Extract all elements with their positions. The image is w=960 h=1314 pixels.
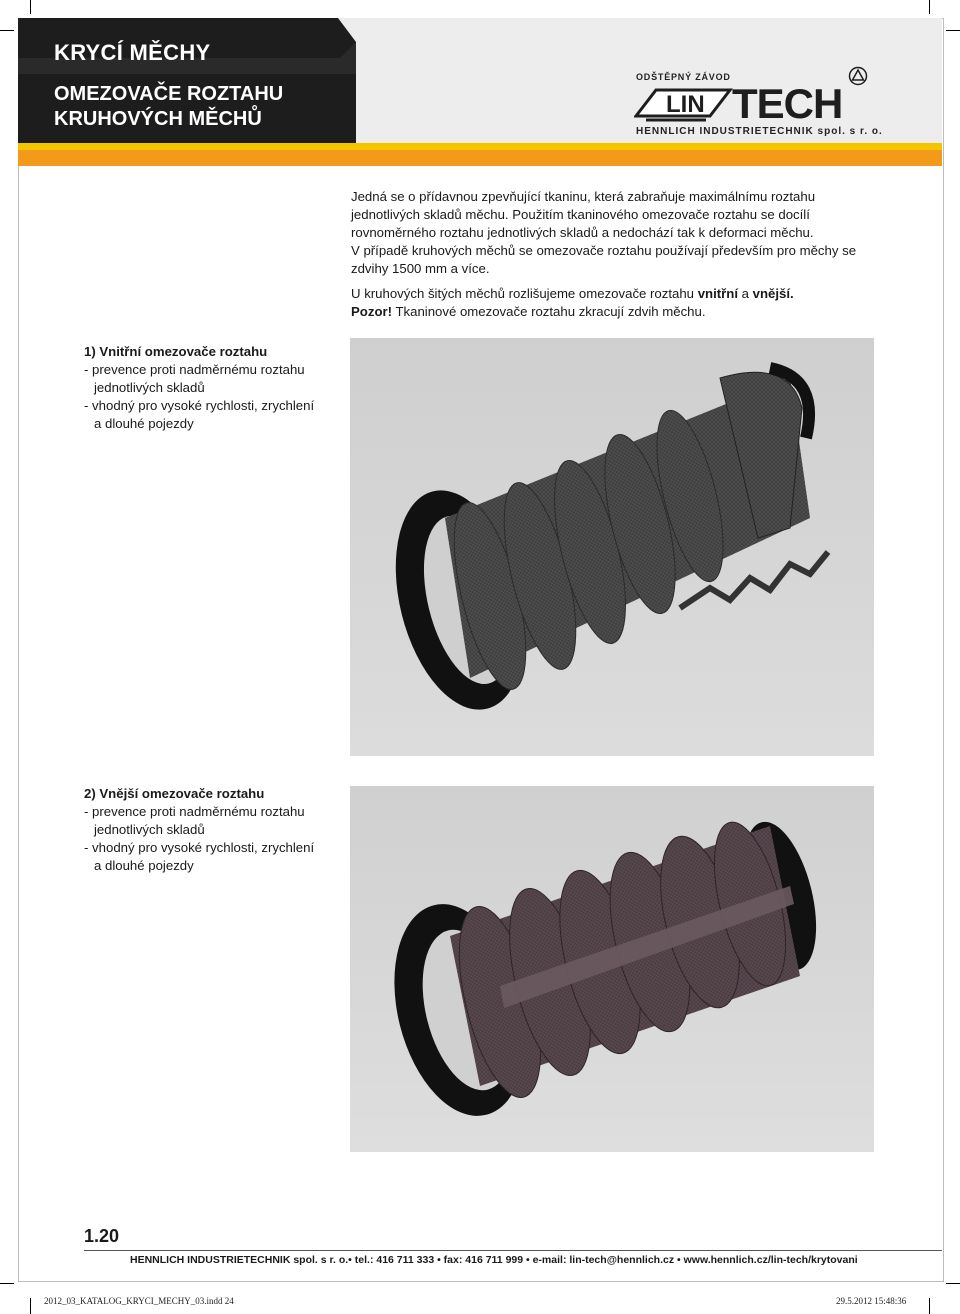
page-title: KRYCÍ MĚCHY	[54, 40, 211, 65]
note-and: a	[737, 286, 753, 301]
header-stripe-orange	[18, 150, 942, 166]
lin-tech-logo	[620, 66, 890, 140]
logo-tech-text: TECH	[732, 80, 843, 127]
logo-division: ODŠTĚPNÝ ZÁVOD	[636, 72, 731, 82]
crop-mark	[0, 30, 14, 31]
lin-logo-mark	[634, 86, 734, 122]
intro-paragraph	[351, 188, 911, 278]
print-slug-date: 29.5.2012 15:48:36	[836, 1296, 907, 1306]
crop-mark	[946, 1283, 960, 1284]
logo-company: HENNLICH INDUSTRIETECHNIK spol. s r. o.	[636, 126, 883, 137]
subtitle-line: KRUHOVÝCH MĚCHŮ	[54, 108, 262, 130]
section-item: - prevence proti nadměrnému roztahu	[84, 362, 305, 377]
bellows-illustration	[350, 338, 874, 756]
section-item: jednotlivých skladů	[94, 380, 205, 395]
note-inner: vnitřní	[697, 286, 738, 301]
note-paragraph	[351, 285, 911, 321]
print-slug-file: 2012_03_KATALOG_KRYCI_MECHY_03.indd 24	[44, 1296, 234, 1306]
section-item: - prevence proti nadměrnému roztahu	[84, 804, 305, 819]
note-prefix: U kruhových šitých měchů rozlišujeme omezovače roztahu	[351, 286, 698, 301]
logo-lin-text: LIN	[666, 91, 705, 118]
intro-line: rovnoměrného roztahu jednotlivých skladů a nedochází tak k deformaci měchu.	[351, 225, 814, 240]
section-title: 2) Vnější omezovače roztahu	[84, 786, 265, 801]
section-item: a dlouhé pojezdy	[94, 858, 194, 873]
section-item: - vhodný pro vysoké rychlosti, zrychlení	[84, 840, 315, 855]
crop-mark	[0, 1283, 14, 1284]
crop-mark	[30, 1298, 31, 1314]
bellows-illustration	[350, 786, 874, 1152]
warning-label: Pozor!	[351, 304, 393, 319]
crop-mark	[946, 30, 960, 31]
page-number: 1.20	[84, 1226, 120, 1246]
section-item: a dlouhé pojezdy	[94, 416, 194, 431]
section-inner-limiters	[84, 343, 334, 433]
footer-divider	[84, 1250, 942, 1251]
warning-line	[351, 303, 911, 321]
header-stripe-yellow	[18, 143, 942, 150]
image-inner-limiter-bellows	[350, 338, 874, 756]
section-item: jednotlivých skladů	[94, 822, 205, 837]
page-subtitle	[54, 82, 354, 132]
note-outer: vnější.	[752, 286, 794, 301]
crop-mark	[30, 0, 31, 14]
intro-line: Jedná se o přídavnou zpevňující tkaninu, která zabraňuje maximálnímu roztahu	[351, 189, 816, 204]
image-outer-limiter-bellows	[350, 786, 874, 1152]
intro-line: jednotlivých skladů měchu. Použitím tkaninového omezovače roztahu se docílí	[351, 207, 810, 222]
note-line	[351, 285, 911, 303]
subtitle-line: OMEZOVAČE ROZTAHU	[54, 83, 284, 105]
triangle-logo-icon	[848, 66, 868, 86]
section-item: - vhodný pro vysoké rychlosti, zrychlení	[84, 398, 315, 413]
intro-line: V případě kruhových měchů se omezovače roztahu používají především pro měchy se	[351, 243, 857, 258]
crop-mark	[929, 1298, 930, 1314]
section-title: 1) Vnitřní omezovače roztahu	[84, 344, 268, 359]
intro-line: zdvihy 1500 mm a více.	[351, 261, 490, 276]
footer-contact: HENNLICH INDUSTRIETECHNIK spol. s r. o.• tel.: 416 711 333 • fax: 416 711 999 • e-mail: lin-tech@hennlich.cz • www.hennlich.cz/lin-tech/krytovani	[130, 1254, 858, 1266]
crop-mark	[929, 0, 930, 14]
section-outer-limiters	[84, 785, 334, 875]
warning-text: Tkaninové omezovače roztahu zkracují zdvih měchu.	[392, 304, 706, 319]
